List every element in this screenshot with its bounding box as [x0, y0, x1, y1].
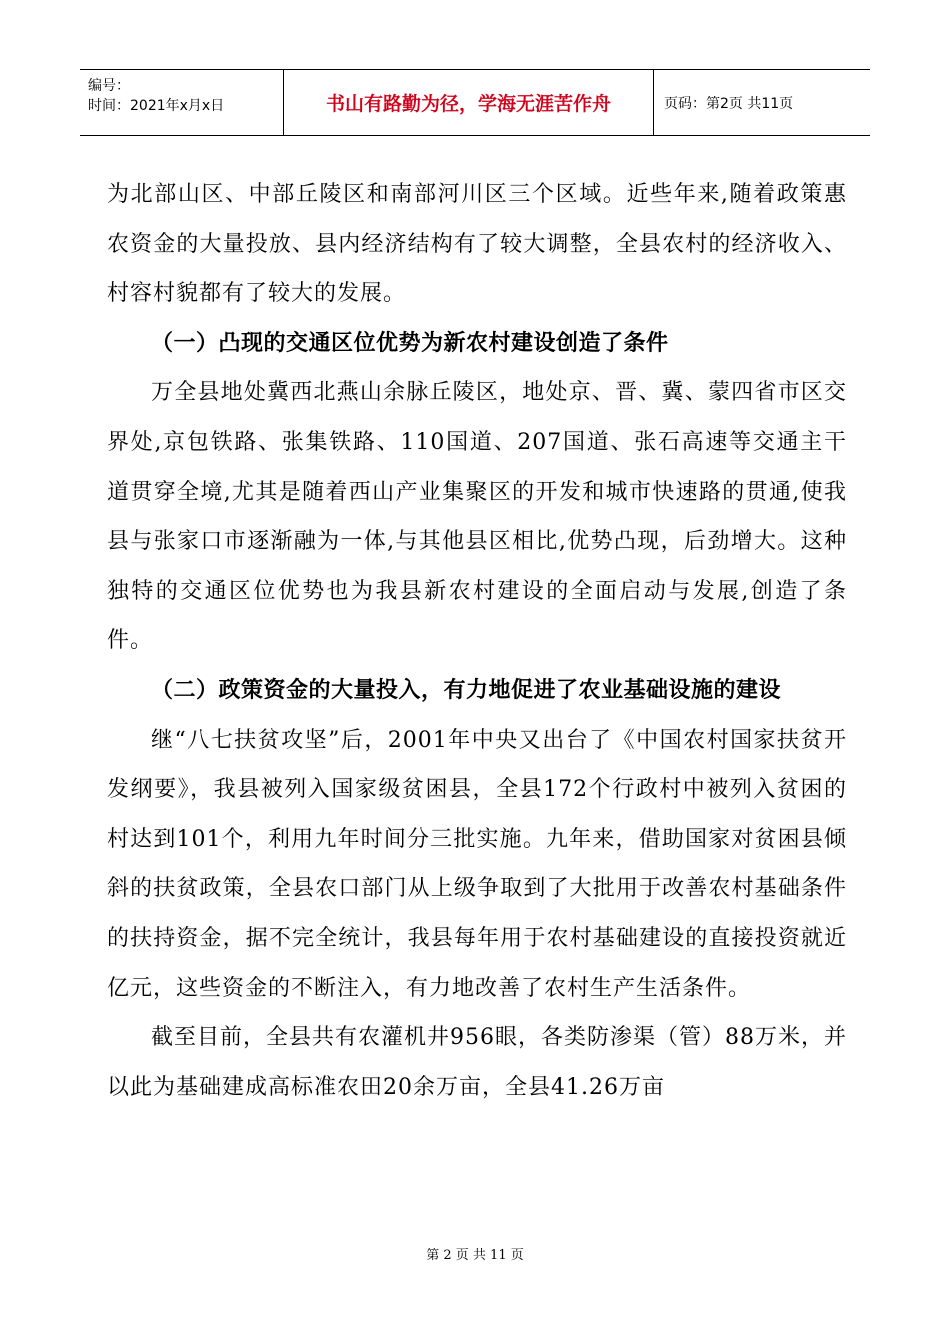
header-motto: 书山有路勤为径，学海无涯苦作舟 [284, 70, 654, 135]
paragraph-3: 继“八七扶贫攻坚”后，2001年中央又出台了《中国农村国家扶贫开发纲要》，我县被列入国家级贫困县，全县172个行政村中被列入贫困的村达到101个，利用九年时间分三批实施。九年来，借助国家对贫困县倾斜的扶贫政策，全县农口部门从上级争取到了大批用于改善农村基础条件的扶持资金，据不完全统计，我县每年用于农村基础建设的直接投资就近亿元，这些资金的不断注入，有力地改善了农村生产生活条件。 [107, 727, 848, 1001]
header-meta [80, 70, 284, 135]
paragraph-4: 截至目前，全县共有农灌机井956眼，各类防渗渠（管）88万米，并以此为基础建成高标准农田20余万亩，全县41.26万亩 [107, 1025, 847, 1100]
page-header [80, 69, 870, 136]
paragraph-1: 为北部山区、中部丘陵区和南部河川区三个区域。近些年来,随着政策惠农资金的大量投放、县内经济结构有了较大调整，全县农村的经济收入、村容村貌都有了较大的发展。 [107, 182, 847, 307]
document-body [107, 170, 847, 1112]
paragraph-2: 万全县地处冀西北燕山余脉丘陵区，地处京、晋、冀、蒙四省市区交界处,京包铁路、张集铁路、110国道、207国道、张石高速等交通主干道贯穿全境,尤其是随着西山产业集聚区的开发和城市快速路的贯通,使我县与张家口市逐渐融为一体,与其他县区相比,优势凸现，后劲增大。这种独特的交通区位优势也为我县新农村建设的全面启动与发展,创造了条件。 [107, 380, 847, 654]
page-footer: 第 2 页 共 11 页 [426, 1248, 524, 1263]
number-label: 编号： [88, 78, 130, 94]
time-label: 时间：2021年x月x日 [88, 98, 225, 114]
header-page-info: 页码：第2页 共11页 [664, 95, 794, 112]
section-heading-1: （一）凸现的交通区位优势为新农村建设创造了条件 [151, 330, 669, 356]
section-heading-2: （二）政策资金的大量投入，有力地促进了农业基础设施的建设 [151, 677, 782, 703]
